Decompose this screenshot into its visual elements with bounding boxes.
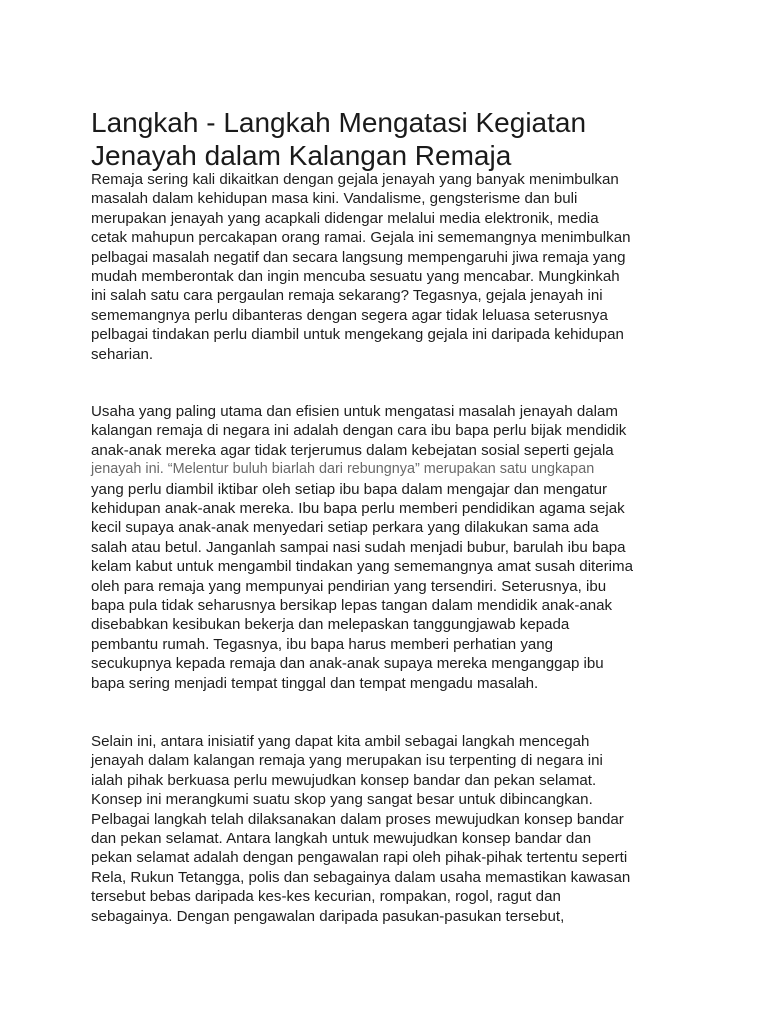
text-line: sememangnya perlu dibanteras dengan segera agar tidak leluasa seterusnya (91, 306, 608, 324)
text-line: bapa sering menjadi tempat tinggal dan tempat mengadu masalah. (91, 674, 539, 692)
text-line: mudah memberontak dan ingin mencuba sesuatu yang mencabar. Mungkinkah (91, 268, 620, 286)
text-line: kecil supaya anak-anak menyedari setiap perkara yang dilakukan sama ada (91, 519, 599, 537)
paragraph-parents-role (91, 402, 691, 693)
text-line: pembantu rumah. Tegasnya, ibu bapa harus memberi perhatian yang (91, 635, 554, 653)
text-line: kelam kabut untuk mengambil tindakan yang sememangnya amat susah diterima (91, 558, 633, 576)
text-line: kalangan remaja di negara ini adalah dengan cara ibu bapa perlu bijak mendidik (91, 422, 627, 440)
paragraph-safe-city (91, 732, 691, 926)
text-line: salah atau betul. Janganlah sampai nasi sudah menjadi bubur, barulah ibu bapa (91, 538, 626, 556)
title-line: Langkah - Langkah Mengatasi Kegiatan (91, 107, 587, 138)
text-line: dan pekan selamat. Antara langkah untuk mewujudkan konsep bandar dan (91, 830, 592, 848)
text-line: jenayah ini. “Melentur buluh biarlah dari rebungnya” merupakan satu ungkapan (91, 461, 595, 478)
text-line: Selain ini, antara inisiatif yang dapat kita ambil sebagai langkah mencegah (91, 733, 590, 750)
text-line: pelbagai tindakan perlu diambil untuk mengekang gejala ini daripada kehidupan (91, 326, 624, 344)
text-line: ini salah satu cara pergaulan remaja sekarang? Tegasnya, gejala jenayah ini (91, 287, 603, 305)
text-line: disebabkan kesibukan bekerja dan melepaskan tanggungjawab kepada (91, 616, 570, 634)
text-line: seharian. (91, 345, 154, 363)
text-line: kehidupan anak-anak mereka. Ibu bapa perlu memberi pendidikan agama sejak (91, 500, 625, 518)
text-line: cetak mahupun percakapan orang ramai. Gejala ini sememangnya menimbulkan (91, 229, 631, 247)
text-line: pelbagai masalah negatif dan secara langsung mempengaruhi jiwa remaja yang (91, 248, 626, 266)
text-line: sebagainya. Dengan pengawalan daripada pasukan-pasukan tersebut, (91, 907, 565, 925)
text-line: Remaja sering kali dikaitkan dengan gejala jenayah yang banyak menimbulkan (91, 171, 619, 188)
text-line: Usaha yang paling utama dan efisien untuk mengatasi masalah jenayah dalam (91, 403, 618, 420)
text-line: anak-anak mereka agar tidak terjerumus dalam kebejatan sosial seperti gejala (91, 441, 614, 459)
text-line: ialah pihak berkuasa perlu mewujudkan konsep bandar dan pekan selamat. (91, 771, 597, 789)
text-line: pekan selamat adalah dengan pengawalan rapi oleh pihak-pihak tertentu seperti (91, 849, 628, 867)
text-line: tersebut bebas daripada kes-kes kecurian, rompakan, rogol, ragut dan (91, 888, 561, 906)
text-line: oleh para remaja yang mempunyai pendirian yang tersendiri. Seterusnya, ibu (91, 577, 607, 595)
text-line: yang perlu diambil iktibar oleh setiap ibu bapa dalam mengajar dan mengatur (91, 480, 608, 498)
text-line: Konsep ini merangkumi suatu skop yang sangat besar untuk dibincangkan. (91, 791, 593, 809)
text-line: secukupnya kepada remaja dan anak-anak supaya mereka menganggap ibu (91, 655, 604, 673)
text-line: masalah dalam kehidupan masa kini. Vandalisme, gengsterisme dan buli (91, 190, 578, 208)
text-line: jenayah dalam kalangan remaja yang merupakan isu terpenting di negara ini (91, 752, 603, 770)
paragraph-introduction (91, 170, 691, 364)
title-line: Jenayah dalam Kalangan Remaja (91, 140, 512, 171)
text-line: merupakan jenayah yang acapkali didengar melalui media elektronik, media (91, 209, 599, 227)
document-title (91, 106, 691, 172)
text-line: Pelbagai langkah telah dilaksanakan dalam proses mewujudkan konsep bandar (91, 810, 624, 828)
text-line: Rela, Rukun Tetangga, polis dan sebagainya dalam usaha memastikan kawasan (91, 868, 631, 886)
text-line: bapa pula tidak seharusnya bersikap lepas tangan dalam mendidik anak-anak (91, 597, 613, 615)
